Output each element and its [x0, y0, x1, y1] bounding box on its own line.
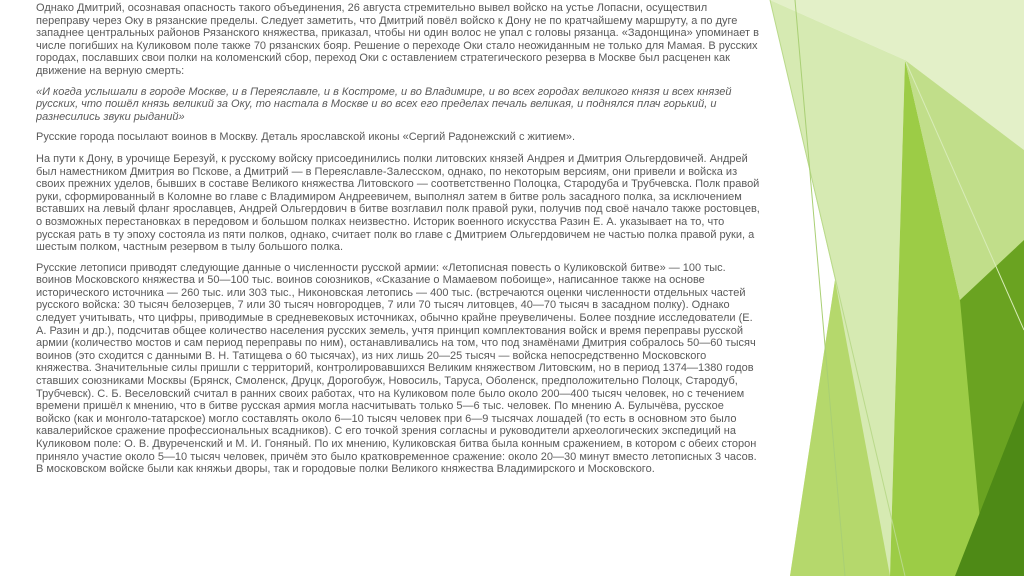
paragraph-army-size: Русские летописи приводят следующие данные о численности русской армии: «Летописная повесть о Куликовской битве» — 100 тыс. воинов Московского княжества и 50—100 тыс. воинов союзников, «Сказание о Мамаевом побоище», написанное также на основе исторического источника — 260 тыс. или 303 тыс., Никоновская летопись — 400 тыс. (встречаются оценки численности отдельных частей русского войска: 30 тысяч белозерцев, 7 или 30 тысяч новгородцев, 7 или 70 тысяч литовцев, 40—70 тысяч в засадном полку). Однако следует учитывать, что цифры, приводимые в средневековых источниках, обычно крайне преувеличены. Более поздние исследователи (Е. А. Разин и др.), подсчитав общее количество населения русских земель, учтя принцип комплектования войск и время переправы русской армии (количество мостов и сам период переправы по ним), останавливались на том, что под знамёнами Дмитрия собралось 50—60 тысяч воинов (это сходится с данными В. Н. Татищева о 60 тысячах), из них лишь 20—25 тысяч — войска непосредственно Московского княжества. Значительные силы пришли с территорий, контролировавшихся Великим княжеством Литовским, но в период 1374—1380 годов ставших союзниками Москвы (Брянск, Смоленск, Друцк, Дорогобуж, Новосиль, Таруса, Оболенск, предположительно Полоцк, Стародуб, Трубчевск). С. Б. Веселовский считал в ранних своих работах, что на Куликовом поле было около 200—400 тысяч человек, но с течением времени пришёл к мнению, что в битве русская армия могла насчитывать только 5—6 тыс. человек. По мнению А. Булычёва, русское войско (как и монголо-татарское) могло составлять около 6—10 тысяч человек при 6—9 тысячах лошадей (то есть в основном это было кавалерийское сражение профессиональных всадников). С его точкой зрения согласны и руководители археологических экспедиций на Куликовом поле: О. В. Двуреченский и М. И. Гоняный. По их мнению, Куликовская битва была конным сражением, в котором с обеих сторон приняло участие около 5—10 тысяч человек, причём это было кратковременное сражение: около 20—30 минут вместо летописных 3 часов. В московском войске были как княжьи дворы, так и городовые полки Великого княжества Владимирского и Московского. — [36, 261, 757, 476]
paragraph-icon-caption: Русские города посылают воинов в Москву. Деталь ярославской иконы «Сергий Радонежский с житием». — [36, 131, 576, 144]
paragraph-lithuanian-princes: На пути к Дону, в урочище Березуй, к русскому войску присоединились полки литовских князей Андрея и Дмитрия Ольгердовичей. Андрей был наместником Дмитрия во Пскове, а Дмитрий — в Переяславле-Залесском, однако, по некоторым версиям, они привели и войска из своих прежних уделов, бывших в составе Великого княжества Литовского — соответственно Полоцка, Стародуба и Трубчевска. Полк правой руки, сформированный в Коломне во главе с Владимиром Андреевичем, выполнял затем в битве роль засадного полка, за исключением вставших на левый фланг ярославцев, Андрей Ольгердович в битве возглавил полк правой руки, получив под своё начало также ростовцев, о возможных перестановках в передовом и большом полках неизвестно. Историк военного искусства Разин Е. А. указывает на то, что русская рать в ту эпоху состояла из пяти полков, однако, считает полк во главе с Дмитрием Ольгердовичем не частью полка правой руки, а шестым полком, частным резервом в тылу большого полка. — [36, 152, 760, 254]
document-text-area — [36, 2, 760, 572]
paragraph-oka-crossing: Однако Дмитрий, осознавая опасность такого объединения, 26 августа стремительно вывел войско на устье Лопасни, осуществил переправу через Оку в рязанские пределы. Следует заметить, что Дмитрий повёл войско к Дону не по кратчайшему маршруту, а по дуге западнее центральных районов Рязанского княжества, приказал, чтобы ни один волос не упал с головы рязанца. «Задонщина» упоминает в числе погибших на Куликовом поле также 70 рязанских бояр. Решение о переходе Оки стало неожиданным не только для Мамая. В русских городах, пославших свои полки на коломенский сбор, переход Оки с оставлением стратегического резерва в Москве был расценен как движение на верную смерть: — [36, 2, 759, 77]
paragraph-chronicle-quote: «И когда услышали в городе Москве, и в Переяславле, и в Костроме, и во Владимире, и во всех городах великого князя и всех князей русских, что пошёл князь великий за Оку, то настала в Москве и во всех его пределах печаль великая, и поднялся плач горький, и разнесились звуки рыданий» — [36, 85, 732, 123]
